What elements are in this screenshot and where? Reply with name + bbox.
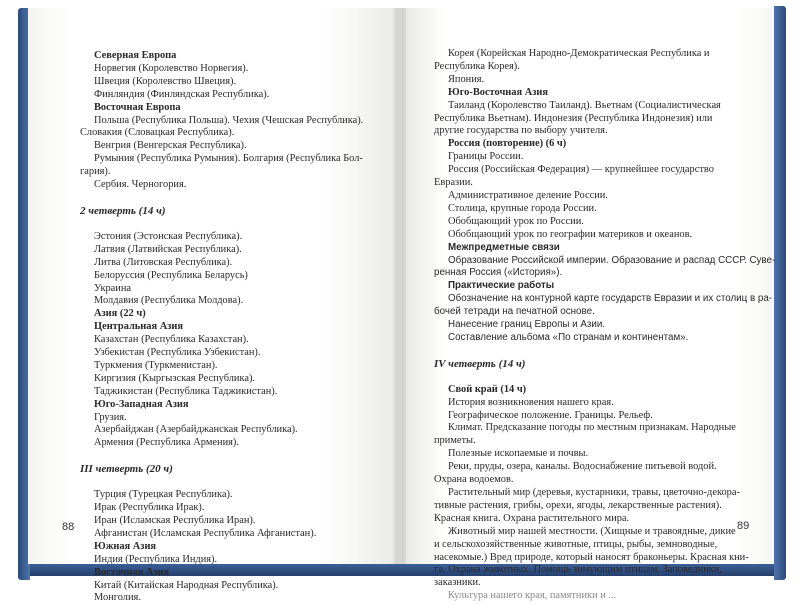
text-line: Таиланд (Королевство Таиланд). Вьетнам (Социалистическая xyxy=(448,99,721,111)
section-spacer xyxy=(434,345,762,358)
section-spacer xyxy=(80,192,385,205)
text-line: га. Охрана животных. Помощь зимующим птицам. Заповедники, xyxy=(434,564,722,576)
section-spacer xyxy=(434,371,762,384)
text-line: Армения (Республика Армения). xyxy=(94,437,239,449)
section-heading: Межпредметные связи xyxy=(448,241,560,253)
text-line: Индия (Республика Индия). xyxy=(94,553,218,565)
right-page xyxy=(402,8,776,602)
book-cover-right-edge xyxy=(774,6,786,580)
section-heading: Восточная Азия xyxy=(94,566,170,578)
text-line: Норвегия (Королевство Норвегия). xyxy=(94,62,249,74)
section-heading: Северная Европа xyxy=(94,50,177,61)
left-page-text xyxy=(80,50,385,605)
section-heading: Восточная Европа xyxy=(94,101,181,113)
text-line: Эстония (Эстонская Республика). xyxy=(94,230,243,242)
text-line: Туркмения (Туркменистан). xyxy=(94,359,218,371)
text-line: Республика Корея). xyxy=(434,60,520,72)
quarter-heading: IV четверть (14 ч) xyxy=(434,357,526,370)
text-line: Финляндия (Финляндская Республика). xyxy=(94,88,270,100)
section-spacer xyxy=(80,450,385,463)
quarter-heading: III четверть (20 ч) xyxy=(80,463,173,476)
text-line: приметы. xyxy=(434,435,476,447)
text-line: Республика Вьетнам). Индонезия (Республика Индонезия) или xyxy=(434,112,713,124)
text-line: Климат. Предсказание погоды по местным признакам. Народные xyxy=(448,422,736,434)
text-line: Литва (Литовская Республика). xyxy=(94,256,233,268)
quarter-heading: 2 четверть (14 ч) xyxy=(80,204,166,217)
text-line: Россия (Российская Федерация) — крупнейшее государство xyxy=(448,164,714,176)
text-line: Обобщающий урок по России. xyxy=(448,215,584,227)
section-heading: Юго-Восточная Азия xyxy=(448,86,548,98)
text-line: Турция (Турецкая Республика). xyxy=(94,489,233,501)
text-line: Латвия (Латвийская Республика). xyxy=(94,243,242,255)
text-line: Белоруссия (Республика Беларусь) xyxy=(94,269,248,281)
text-line: Столица, крупные города России. xyxy=(448,202,597,214)
text-line: Административное деление России. xyxy=(448,189,608,201)
section-heading: Азия (22 ч) xyxy=(94,308,146,320)
text-line: Венгрия (Венгерская Республика). xyxy=(94,140,247,152)
text-line: насекомые.) Вред природе, который наносят браконьеры. Красная кни- xyxy=(434,551,749,563)
text-line: Обобщающий урок по географии материков и океанов. xyxy=(448,228,693,240)
text-line: Нанесение границ Европы и Азии. xyxy=(448,319,606,331)
text-line: гария). xyxy=(80,166,111,178)
right-page-number: 89 xyxy=(737,520,750,532)
text-line: Словакия (Словацкая Республика). xyxy=(80,127,235,139)
text-line: Казахстан (Республика Казахстан). xyxy=(94,334,249,346)
text-line: Монголия. xyxy=(94,592,141,604)
text-line: История возникновения нашего края. xyxy=(448,396,614,408)
text-line: заказники. xyxy=(434,577,481,589)
text-line: Растительный мир (деревья, кустарники, травы, цветочно-декора- xyxy=(448,487,740,498)
text-line: Румыния (Республика Румыния). Болгария (Республика Бол- xyxy=(94,153,363,165)
text-line: Сербия. Черногория. xyxy=(94,179,187,191)
section-spacer xyxy=(80,476,385,489)
text-line: Япония. xyxy=(448,73,485,85)
text-line: Красная книга. Охрана растительного мира. xyxy=(434,512,630,524)
text-line: и сельскохозяйственные животные, птицы, рыбы, земноводные, xyxy=(434,538,718,550)
text-line: другие государства по выбору учителя. xyxy=(434,125,608,137)
text-line: Таджикистан (Республика Таджикистан). xyxy=(94,385,278,397)
text-line: ренная Россия («История»). xyxy=(434,267,563,279)
left-page-number: 88 xyxy=(62,521,75,533)
text-line: Грузия. xyxy=(94,411,127,423)
section-spacer xyxy=(80,218,385,231)
text-line: Животный мир нашей местности. (Хищные и травоядные, дикие xyxy=(448,525,736,537)
text-line: Культура нашего края, памятники и ... xyxy=(448,590,617,602)
text-line: Охрана водоемов. xyxy=(434,474,514,486)
text-line: Иран (Исламская Республика Иран). xyxy=(94,515,256,526)
section-heading: Практические работы xyxy=(448,280,555,292)
text-line: Узбекистан (Республика Узбекистан). xyxy=(94,347,261,359)
text-line: Географическое положение. Границы. Рельеф. xyxy=(448,409,653,421)
text-line: Швеция (Королевство Швеция). xyxy=(94,75,237,87)
text-line: Составление альбома «По странам и континентам». xyxy=(448,331,689,343)
left-page xyxy=(28,8,398,604)
text-line: Украина xyxy=(94,282,132,294)
section-heading: Россия (повторение) (6 ч) xyxy=(448,138,567,150)
text-line: Ирак (Республика Ирак). xyxy=(94,502,205,514)
section-heading: Южная Азия xyxy=(94,540,157,552)
text-line: Обозначение на контурной карте государств Евразии и их столиц в ра- xyxy=(448,293,773,305)
text-line: бочей тетради на печатной основе. xyxy=(434,306,595,318)
text-line: Евразии. xyxy=(434,177,473,189)
text-line: Границы России. xyxy=(448,151,524,163)
section-heading: Свой край (14 ч) xyxy=(448,383,527,395)
text-line: Киргизия (Кыргызская Республика). xyxy=(94,372,256,384)
section-heading: Юго-Западная Азия xyxy=(94,398,189,410)
text-line: Азербайджан (Азербайджанская Республика). xyxy=(94,424,298,436)
book-gutter xyxy=(392,8,408,564)
section-heading: Центральная Азия xyxy=(94,321,183,333)
text-line: Реки, пруды, озера, каналы. Водоснабжение питьевой водой. xyxy=(448,461,717,473)
text-line: Польша (Республика Польша). Чехия (Чешская Республика). xyxy=(94,114,364,126)
text-line: Образование Российской империи. Образование и распад СССР. Суве- xyxy=(448,254,776,266)
text-line: Молдавия (Республика Молдова). xyxy=(94,295,244,307)
text-line: Китай (Китайская Народная Республика). xyxy=(94,579,279,591)
text-line: Полезные ископаемые и почвы. xyxy=(448,448,589,460)
text-line: тивные растения, грибы, орехи, ягоды, лекарственные растения). xyxy=(434,499,722,511)
right-page-text xyxy=(434,48,776,603)
text-line: Корея (Корейская Народно-Демократическая Республика и xyxy=(448,48,710,59)
text-line: Афганистан (Исламская Республика Афганистан). xyxy=(94,527,317,539)
